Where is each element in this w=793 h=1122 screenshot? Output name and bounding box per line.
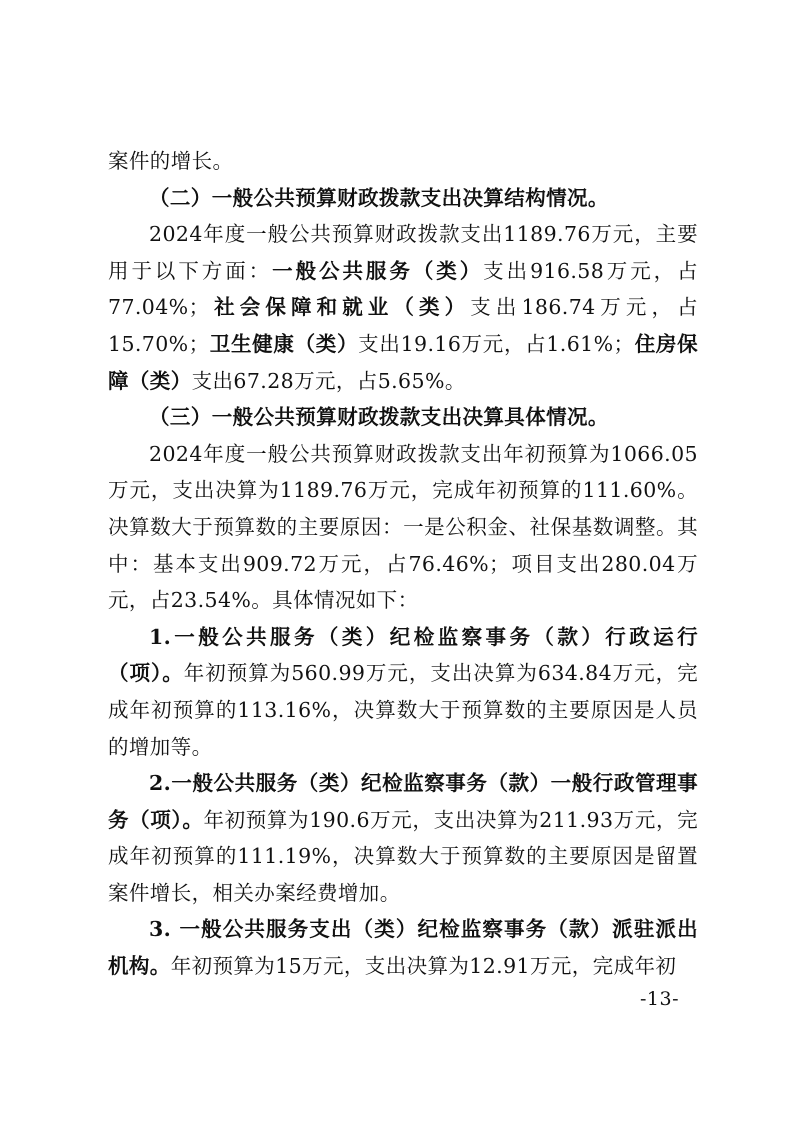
- category-general-public-services: 一般公共服务（类）: [272, 258, 484, 283]
- item-3: [108, 911, 698, 984]
- page-number: -13-: [640, 988, 680, 1010]
- structure-intro: 2024年度一般公共预算财政拨款支出1189.76万元，主要用于以下方面：: [108, 222, 698, 283]
- category-housing: 住房保障（类）: [108, 331, 698, 393]
- category-health: 卫生健康（类）: [209, 331, 359, 356]
- item-1: [108, 619, 698, 765]
- category-health-amount: 支出19.16万元，占1.61%；: [358, 331, 635, 356]
- category-social-security: 社会保障和就业（类）: [209, 295, 471, 320]
- item-2-text: 年初预算为190.6万元，支出决算为211.93万元，完成年初预算的111.19%，决算数大于预算数的主要原因是留置案件增长，相关办案经费增加。: [108, 807, 699, 905]
- item-2-title: 2.一般公共服务（类）纪检监察事务（款）一般行政管理事务（项）。: [108, 771, 698, 832]
- section-heading-2: （二）一般公共预算财政拨款支出决算结构情况。: [149, 185, 609, 210]
- category-social-security-amount: 支出186.74万元，占15.70%；: [108, 295, 698, 356]
- paragraph-structure: [108, 216, 698, 399]
- paragraph-details: 2024年度一般公共预算财政拨款支出年初预算为1066.05万元，支出决算为1189.76万元，完成年初预算的111.60%。决算数大于预算数的主要原因：一是公积金、社保基数调整。其中：基本支出909.72万元，占76.46%；项目支出280.04万元，占23.54%。具体情况如下：: [108, 441, 698, 613]
- item-1-text: 年初预算为560.99万元，支出决算为634.84万元，完成年初预算的113.16%，决算数大于预算数的主要原因是人员的增加等。: [108, 661, 698, 759]
- item-3-text: 年初预算为15万元，支出决算为12.91万元，完成年初: [170, 954, 677, 979]
- document-body: [108, 143, 698, 985]
- paragraph-continuation: 案件的增长。: [108, 149, 234, 173]
- section-heading-3: （三）一般公共预算财政拨款支出决算具体情况。: [149, 405, 609, 430]
- item-2: [108, 765, 698, 911]
- category-housing-amount: 支出67.28万元，占5.65%。: [191, 368, 466, 393]
- category-general-public-services-amount: 支出916.58万元，占77.04%；: [108, 258, 698, 320]
- item-3-title: 3. 一般公共服务支出（类）纪检监察事务（款）派驻派出机构。: [108, 917, 698, 979]
- item-1-title: 1.一般公共服务（类）纪检监察事务（款）行政运行（项）。: [108, 624, 698, 686]
